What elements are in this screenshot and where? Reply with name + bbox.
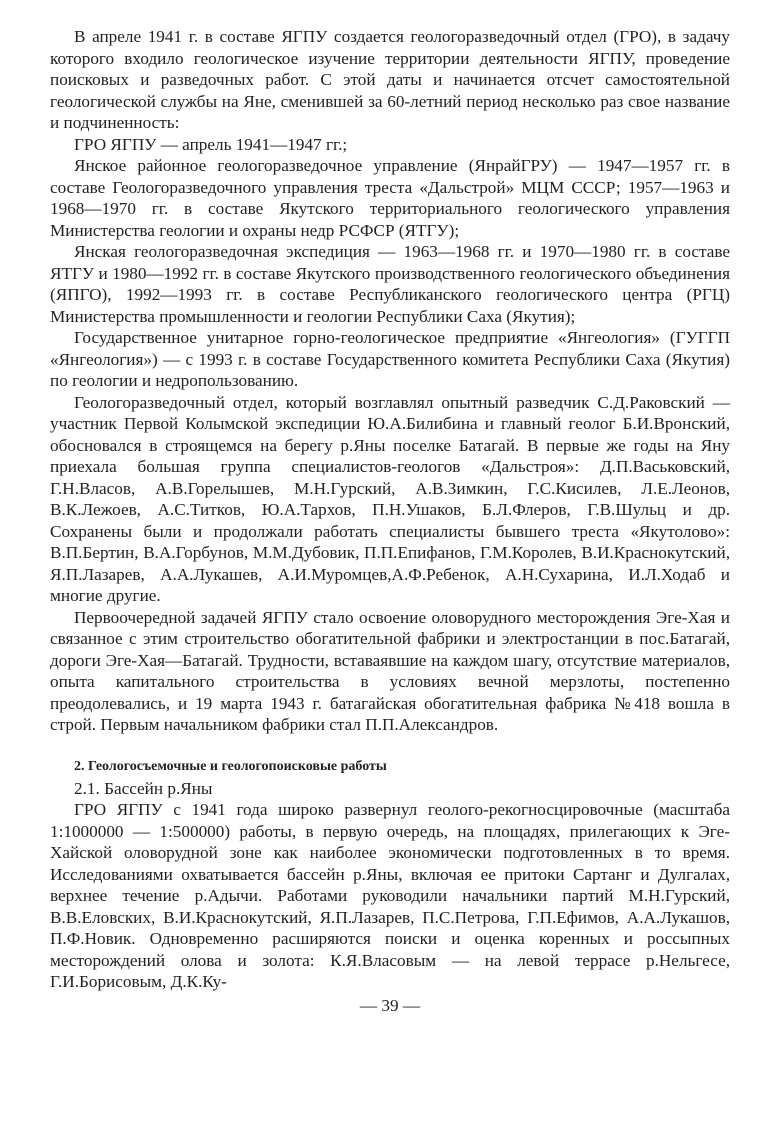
page-number: — 39 — [359,995,421,1015]
document-page [50,26,730,1033]
paragraph-yanraigru: Янское районное геологоразведочное управление (ЯнрайГРУ) — 1947—1957 гг. в составе Геологоразведочного управления треста «Дальстрой» МЦМ СССР; 1957—1963 и 1968—1970 гг. в составе Якутского территориального геологического управления Министерства геологии и охраны недр РСФСР (ЯТГУ); [50,156,730,240]
paragraph-gro-yagpu: ГРО ЯГПУ — апрель 1941—1947 гг.; [74,134,348,154]
section-heading: 2. Геологосъемочные и геологопоисковые работы [74,758,387,774]
subsection-heading: 2.1. Бассейн р.Яны [74,778,213,798]
paragraph-department-staff: Геологоразведочный отдел, который возглавлял опытный разведчик С.Д.Раковский — участник Первой Колымской экспедиции Ю.А.Билибина и главный геолог Б.И.Вронский, обосновался в строящемся на берегу р.Яны поселке Батагай. В первые же годы на Яну приехала большая группа специалистов-геологов «Дальстроя»: Д.П.Васьковский, Г.Н.Власов, А.В.Горелышев, М.Н.Гурский, А.В.Зимкин, Г.С.Кисилев, Л.Е.Леонов, В.К.Лежоев, А.С.Титков, Ю.А.Тархов, П.Н.Ушаков, Б.Л.Флеров, Г.В.Шульц и др. Сохранены были и продолжали работать специалисты бывшего треста «Якутолово»: В.П.Бертин, В.А.Горбунов, М.М.Дубовик, П.П.Епифанов, Г.М.Королев, В.И.Краснокутский, Я.П.Лазарев, А.А.Лукашев, А.И.Муромцев,А.Ф.Ребенок, А.Н.Сухарина, И.Л.Ходаб и многие другие. [50,392,730,605]
paragraph-ege-khaya: Первоочередной задачей ЯГПУ стало освоение оловорудного месторождения Эге-Хая и связанное с этим строительство обогатительной фабрики и электростанции в пос.Батагай, дороги Эге-Хая—Батагай. Трудности, вставаявшие на каждом шагу, отсутствие материалов, опыта капитального строительства в условиях вечной мерзлоты, постепенно преодолевались, и 19 марта 1943 г. батагайская обогатительная фабрика №418 вошла в строй. Первым начальником фабрики стал П.П.Александров. [50,607,730,734]
paragraph-gro-creation: В апреле 1941 г. в составе ЯГПУ создается геологоразведочный отдел (ГРО), в задачу которого входило геологическое изучение территории деятельности ЯГПУ, проведение поисковых и разведочных работ. С этой даты и начинается отсчет самостоятельной геологической службы на Яне, сменившей за 60-летний период несколько раз свое название и подчиненность: [50,27,730,132]
paragraph-yanskaya-expedition: Янская геологоразведочная экспедиция — 1963—1968 гг. и 1970—1980 гг. в составе ЯТГУ и 1980—1992 гг. в составе Якутского производственного геологического объединения (ЯПГО), 1992—1993 гг. в составе Республиканского геологического центра (РГЦ) Министерства промышленности и геологии Республики Саха (Якутия); [50,242,730,326]
paragraph-yangeologiya: Государственное унитарное горно-геологическое предприятие «Янгеология» (ГУГГП «Янгеология») — с 1993 г. в составе Государственного комитета Республики Саха (Якутия) по геологии и недропользованию. [50,328,730,390]
paragraph-yana-basin: ГРО ЯГПУ с 1941 года широко развернул геолого-рекогносцировочные (масштаба 1:1000000 — 1:500000) работы, в первую очередь, на площадях, прилегающих к Эге-Хайской оловорудной зоне как наиболее экономически подготовленных в то время. Исследованиями охватывается бассейн р.Яны, включая ее притоки Сартанг и Дулгалах, верхнее течение р.Адычи. Работами руководили начальники партий М.Н.Гурский, В.В.Еловских, В.И.Краснокутский, Я.П.Лазарев, П.С.Петрова, Г.П.Ефимов, А.А.Лукашов, П.Ф.Новик. Одновременно расширяются поиски и оценка коренных и россыпных месторождений олова и золота: К.Я.Власовым — на левой террасе р.Нельгесе, Г.И.Борисовым, Д.К.Ку- [50,800,730,991]
